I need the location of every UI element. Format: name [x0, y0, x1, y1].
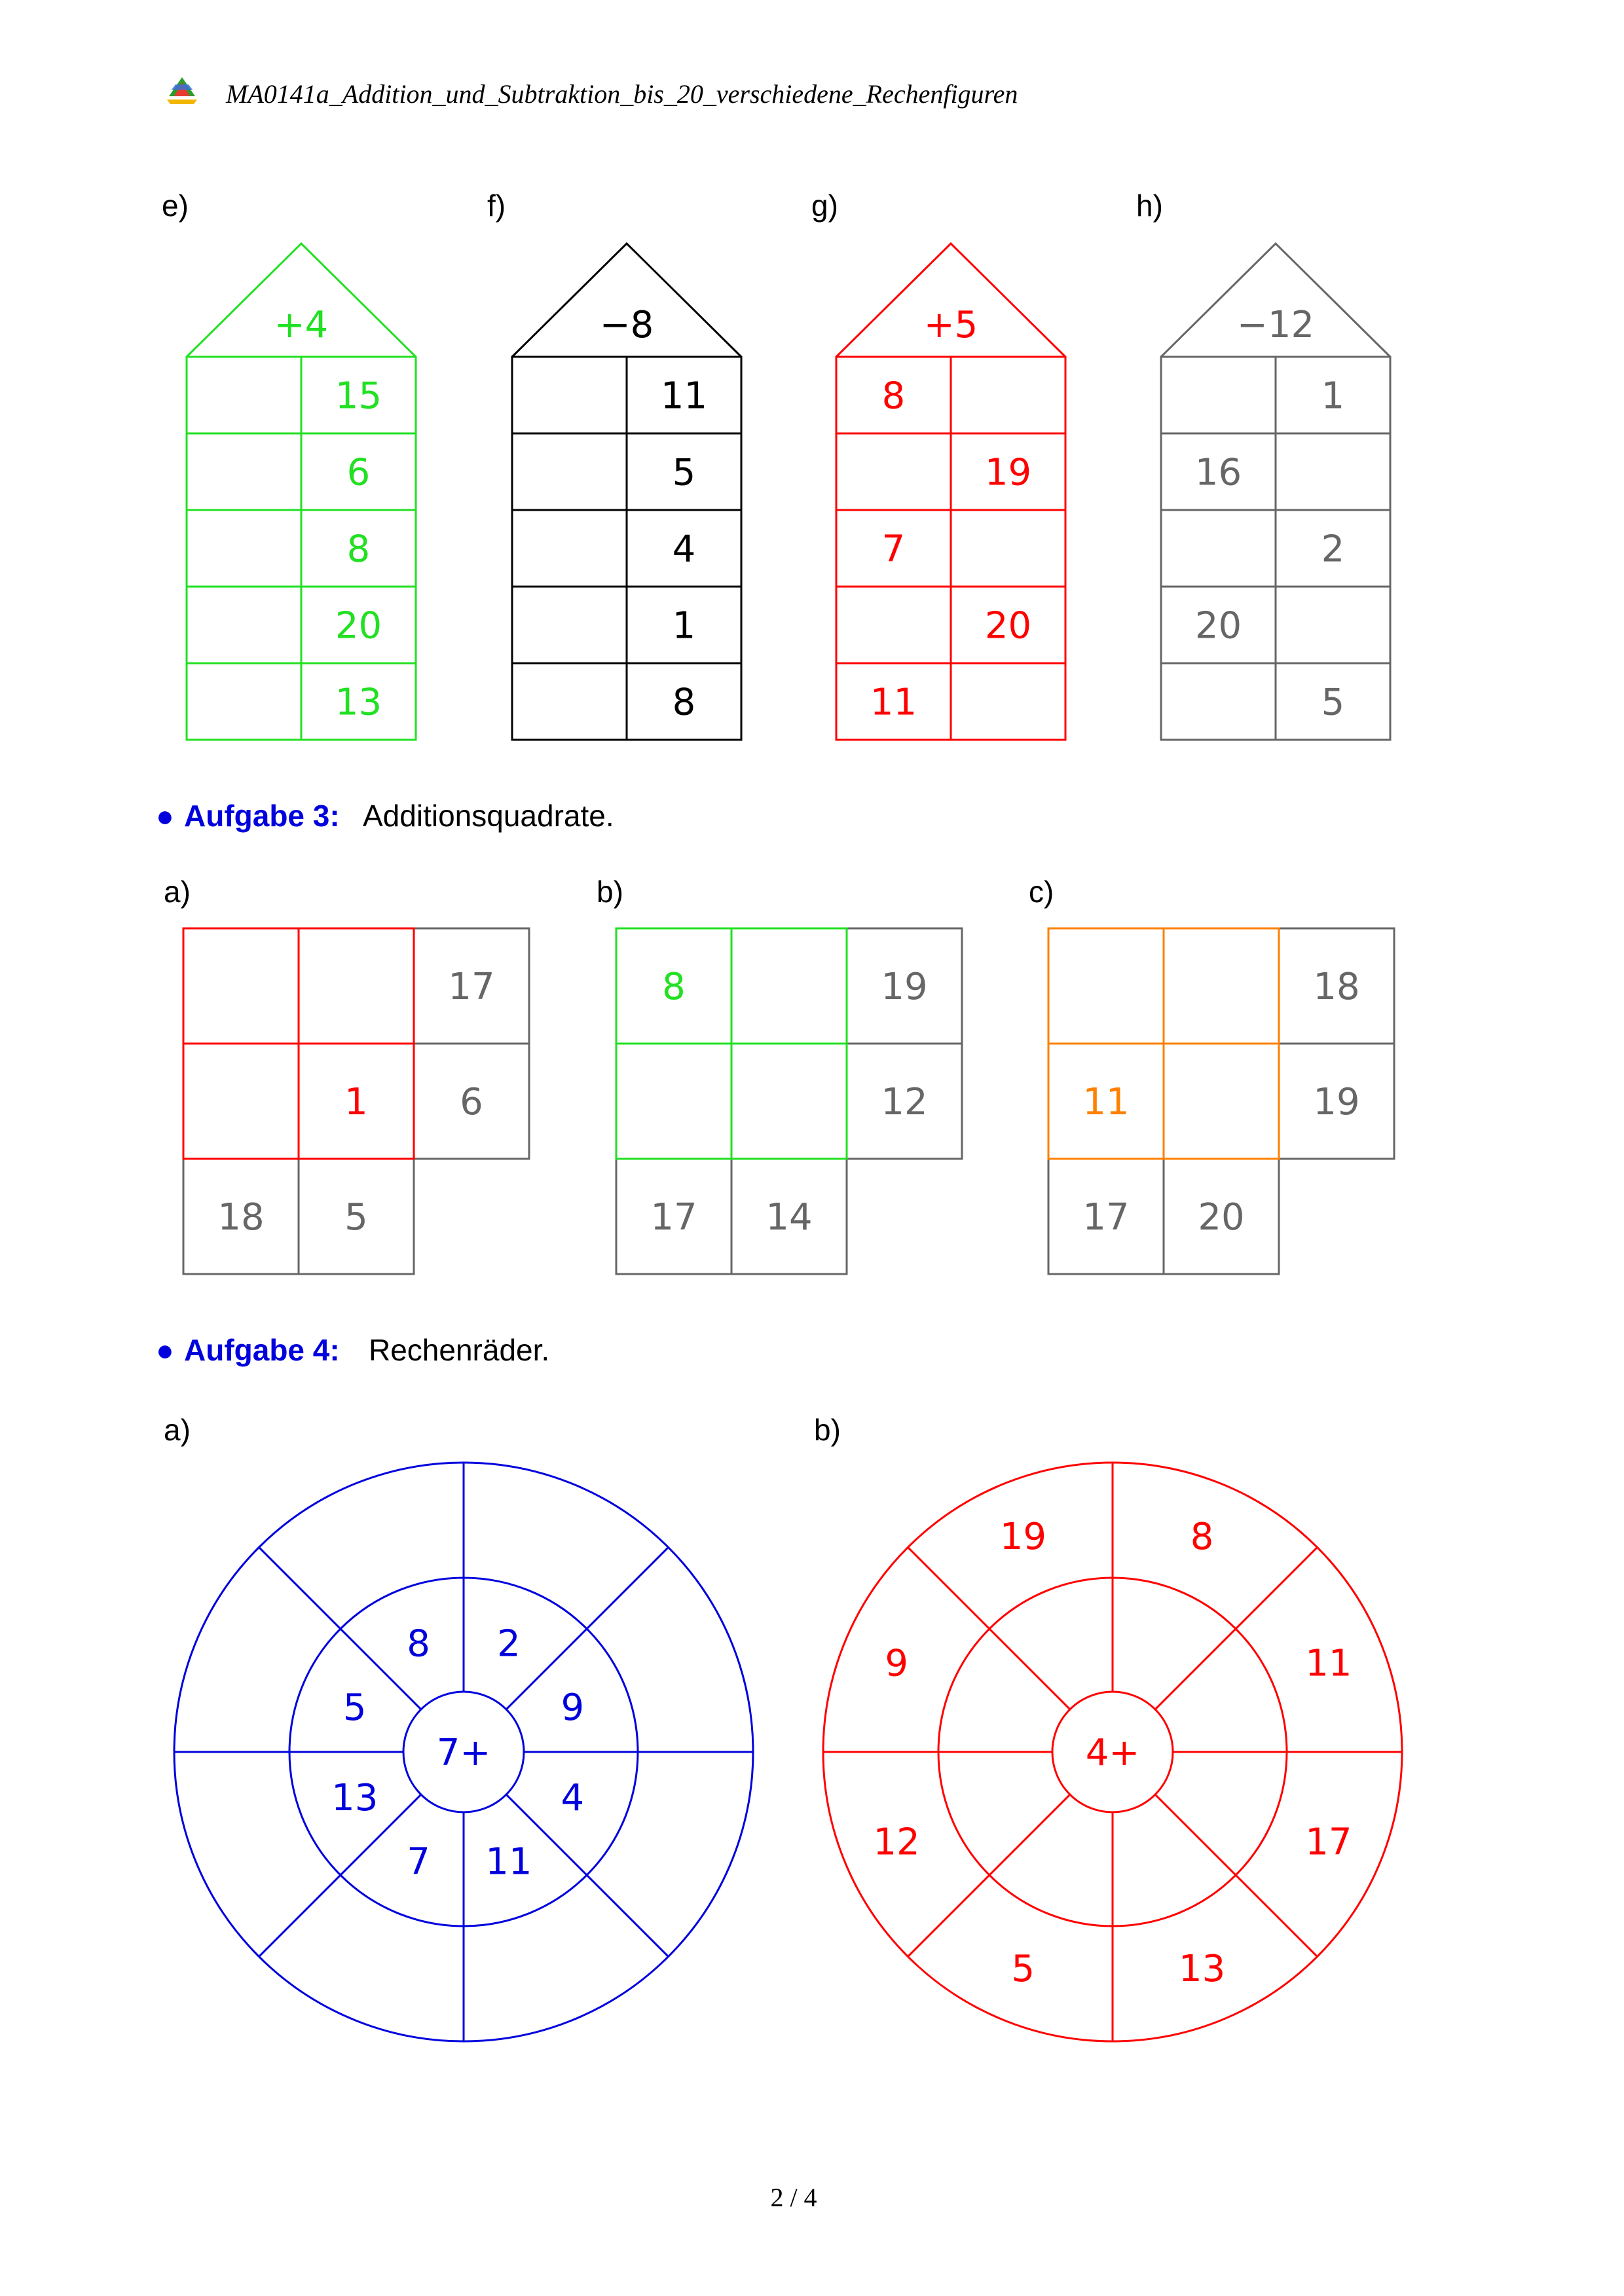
- square-cell[interactable]: [731, 1044, 847, 1159]
- row-sum-cell-value: 17: [448, 966, 495, 1008]
- house-cell[interactable]: [512, 433, 627, 510]
- wheel-outer-value: 12: [873, 1821, 920, 1864]
- wheel-inner-value: 13: [331, 1776, 378, 1819]
- house-cell[interactable]: [1276, 587, 1390, 663]
- square-cell-value: 11: [1082, 1081, 1130, 1123]
- house-cell[interactable]: [836, 433, 951, 510]
- rechenhaus-2: [487, 189, 741, 740]
- house-cell[interactable]: [187, 663, 301, 740]
- house-operator: −12: [1236, 304, 1315, 346]
- task3-squares: [164, 875, 1394, 1274]
- rechenhaus-4: [1136, 189, 1390, 740]
- house-cell[interactable]: [1161, 357, 1276, 433]
- house-cell[interactable]: [187, 357, 301, 433]
- row-sum-cell-value: 19: [1313, 1081, 1360, 1123]
- wheel-center-operator: 7+: [436, 1732, 491, 1774]
- house-cell[interactable]: [512, 587, 627, 663]
- wheel-outer-slot[interactable]: [654, 1636, 706, 1688]
- rechenhaus-1: [162, 189, 416, 740]
- square-cell[interactable]: [731, 928, 847, 1044]
- wheel-outer-value: 19: [999, 1516, 1047, 1559]
- house-cell-value: 7: [881, 528, 906, 571]
- square-cell[interactable]: [1164, 928, 1279, 1044]
- wheel-spoke: [1155, 1795, 1317, 1956]
- wheel-spoke: [1155, 1547, 1317, 1709]
- wheel-spoke: [908, 1795, 1069, 1956]
- wheel-inner-slot[interactable]: [1132, 1617, 1184, 1669]
- wheel-spoke: [506, 1547, 668, 1709]
- wheel-outer-slot[interactable]: [348, 1942, 400, 1994]
- col-sum-cell-value: 5: [344, 1196, 368, 1239]
- col-sum-cell-value: 17: [650, 1196, 697, 1239]
- wheel-spoke: [908, 1547, 1069, 1709]
- house-cell-value: 20: [1194, 604, 1242, 647]
- wheel-outer-slot[interactable]: [221, 1636, 274, 1688]
- house-cell-value: 1: [672, 604, 696, 647]
- house-cell-value: 5: [1321, 681, 1345, 724]
- house-cell[interactable]: [512, 357, 627, 433]
- square-cell-value: 1: [344, 1081, 368, 1123]
- document-title: MA0141a_Addition_und_Subtraktion_bis_20_verschiedene_Rechenfiguren: [226, 79, 1018, 109]
- rechenrad-2: [814, 1413, 1402, 2041]
- wheel-inner-value: 2: [497, 1622, 521, 1666]
- house-cell-value: 1: [1321, 374, 1345, 418]
- task3-heading-label: Aufgabe 3:: [184, 799, 340, 833]
- house-cell[interactable]: [1276, 433, 1390, 510]
- house-label: h): [1136, 189, 1163, 223]
- house-cell-value: 4: [672, 528, 696, 571]
- wheel-inner-slot[interactable]: [978, 1771, 1030, 1823]
- wheel-outer-value: 17: [1305, 1821, 1352, 1864]
- wheel-outer-slot[interactable]: [527, 1942, 580, 1994]
- house-cell[interactable]: [512, 510, 627, 587]
- wheel-outer-slot[interactable]: [348, 1510, 400, 1562]
- col-sum-cell-value: 18: [217, 1196, 265, 1239]
- wheel-inner-value: 8: [407, 1622, 430, 1666]
- square-label: a): [164, 875, 191, 909]
- wheel-inner-value: 7: [407, 1840, 430, 1884]
- house-cell-value: 11: [660, 374, 708, 418]
- square-label: c): [1029, 875, 1054, 909]
- house-cell-value: 15: [335, 374, 382, 418]
- col-sum-cell-value: 20: [1198, 1196, 1245, 1239]
- house-cell-value: 19: [984, 451, 1032, 494]
- house-cell-value: 8: [672, 681, 696, 724]
- house-cell-value: 13: [335, 681, 382, 724]
- house-operator: +4: [274, 304, 329, 346]
- house-cell[interactable]: [187, 510, 301, 587]
- rechenhaus-3: [811, 189, 1065, 740]
- wheel-label: a): [164, 1413, 191, 1447]
- wheel-inner-slot[interactable]: [1195, 1681, 1247, 1733]
- square-cell-value: 8: [662, 966, 686, 1008]
- page-number: 2 / 4: [770, 2183, 817, 2212]
- col-sum-cell-value: 14: [766, 1196, 813, 1239]
- wheel-outer-value: 5: [1011, 1947, 1035, 1990]
- house-operator: −8: [599, 304, 654, 346]
- house-cell[interactable]: [951, 663, 1065, 740]
- wheel-inner-slot[interactable]: [978, 1681, 1030, 1733]
- wheel-outer-value: 11: [1305, 1642, 1352, 1685]
- wheel-outer-value: 13: [1178, 1947, 1226, 1990]
- square-cell[interactable]: [183, 928, 299, 1044]
- row-sum-cell-value: 18: [1313, 966, 1360, 1008]
- house-cell-value: 5: [672, 451, 696, 494]
- wheel-inner-value: 4: [561, 1776, 585, 1819]
- task4-wheels: [164, 1413, 1402, 2041]
- wheel-outer-value: 8: [1190, 1516, 1214, 1559]
- rechenrad-1: [164, 1413, 753, 2041]
- wheel-outer-slot[interactable]: [527, 1510, 580, 1562]
- square-cell[interactable]: [1048, 928, 1164, 1044]
- task2-houses: [162, 189, 1390, 740]
- task4-heading-label: Aufgabe 4:: [184, 1333, 340, 1367]
- house-cell[interactable]: [951, 510, 1065, 587]
- task3-heading: [156, 799, 614, 833]
- square-label: b): [597, 875, 623, 909]
- additionsquadrat-2: [597, 875, 962, 1274]
- wheel-inner-slot[interactable]: [1041, 1834, 1094, 1887]
- wheel-inner-slot[interactable]: [1132, 1834, 1184, 1887]
- row-sum-cell-value: 19: [881, 966, 928, 1008]
- house-cell[interactable]: [951, 357, 1065, 433]
- house-label: g): [811, 189, 838, 223]
- house-cell[interactable]: [187, 433, 301, 510]
- row-sum-cell-value: 6: [460, 1081, 483, 1123]
- house-cell-value: 11: [870, 681, 917, 724]
- house-cell[interactable]: [187, 587, 301, 663]
- wheel-center-operator: 4+: [1085, 1732, 1140, 1774]
- task3-title: Additionsquadrate.: [363, 799, 614, 833]
- additionsquadrat-3: [1029, 875, 1394, 1274]
- house-label: e): [162, 189, 189, 223]
- task4-heading: [156, 1333, 549, 1367]
- additionsquadrat-1: [164, 875, 529, 1274]
- square-cell[interactable]: [1164, 1044, 1279, 1159]
- house-cell[interactable]: [512, 663, 627, 740]
- row-sum-cell-value: 12: [881, 1081, 928, 1123]
- house-cell[interactable]: [836, 587, 951, 663]
- task4-title: Rechenräder.: [369, 1333, 550, 1367]
- house-cell-value: 8: [881, 374, 906, 418]
- wheel-outer-slot[interactable]: [221, 1815, 274, 1868]
- house-cell-value: 6: [346, 451, 371, 494]
- logo-icon: [167, 77, 197, 104]
- task3-bullet: ●: [156, 799, 174, 833]
- house-cell[interactable]: [1161, 510, 1276, 587]
- wheel-inner-value: 5: [342, 1686, 367, 1730]
- house-operator: +5: [923, 304, 978, 346]
- square-cell[interactable]: [299, 928, 414, 1044]
- wheel-outer-slot[interactable]: [654, 1815, 706, 1868]
- house-cell-value: 16: [1194, 451, 1242, 494]
- wheel-inner-value: 11: [485, 1840, 532, 1884]
- square-cell[interactable]: [183, 1044, 299, 1159]
- house-label: f): [487, 189, 506, 223]
- house-cell-value: 2: [1321, 528, 1345, 571]
- wheel-label: b): [814, 1413, 841, 1447]
- wheel-spoke: [259, 1547, 420, 1709]
- house-cell-value: 8: [346, 528, 371, 571]
- wheel-inner-value: 9: [561, 1686, 585, 1730]
- house-cell-value: 20: [335, 604, 382, 647]
- task4-bullet: ●: [156, 1333, 174, 1367]
- house-cell[interactable]: [1161, 663, 1276, 740]
- col-sum-cell-value: 17: [1082, 1196, 1130, 1239]
- wheel-inner-slot[interactable]: [1041, 1617, 1094, 1669]
- square-cell[interactable]: [616, 1044, 731, 1159]
- house-cell-value: 20: [984, 604, 1032, 647]
- wheel-inner-slot[interactable]: [1195, 1771, 1247, 1823]
- header: [167, 77, 1018, 109]
- wheel-outer-value: 9: [885, 1642, 908, 1685]
